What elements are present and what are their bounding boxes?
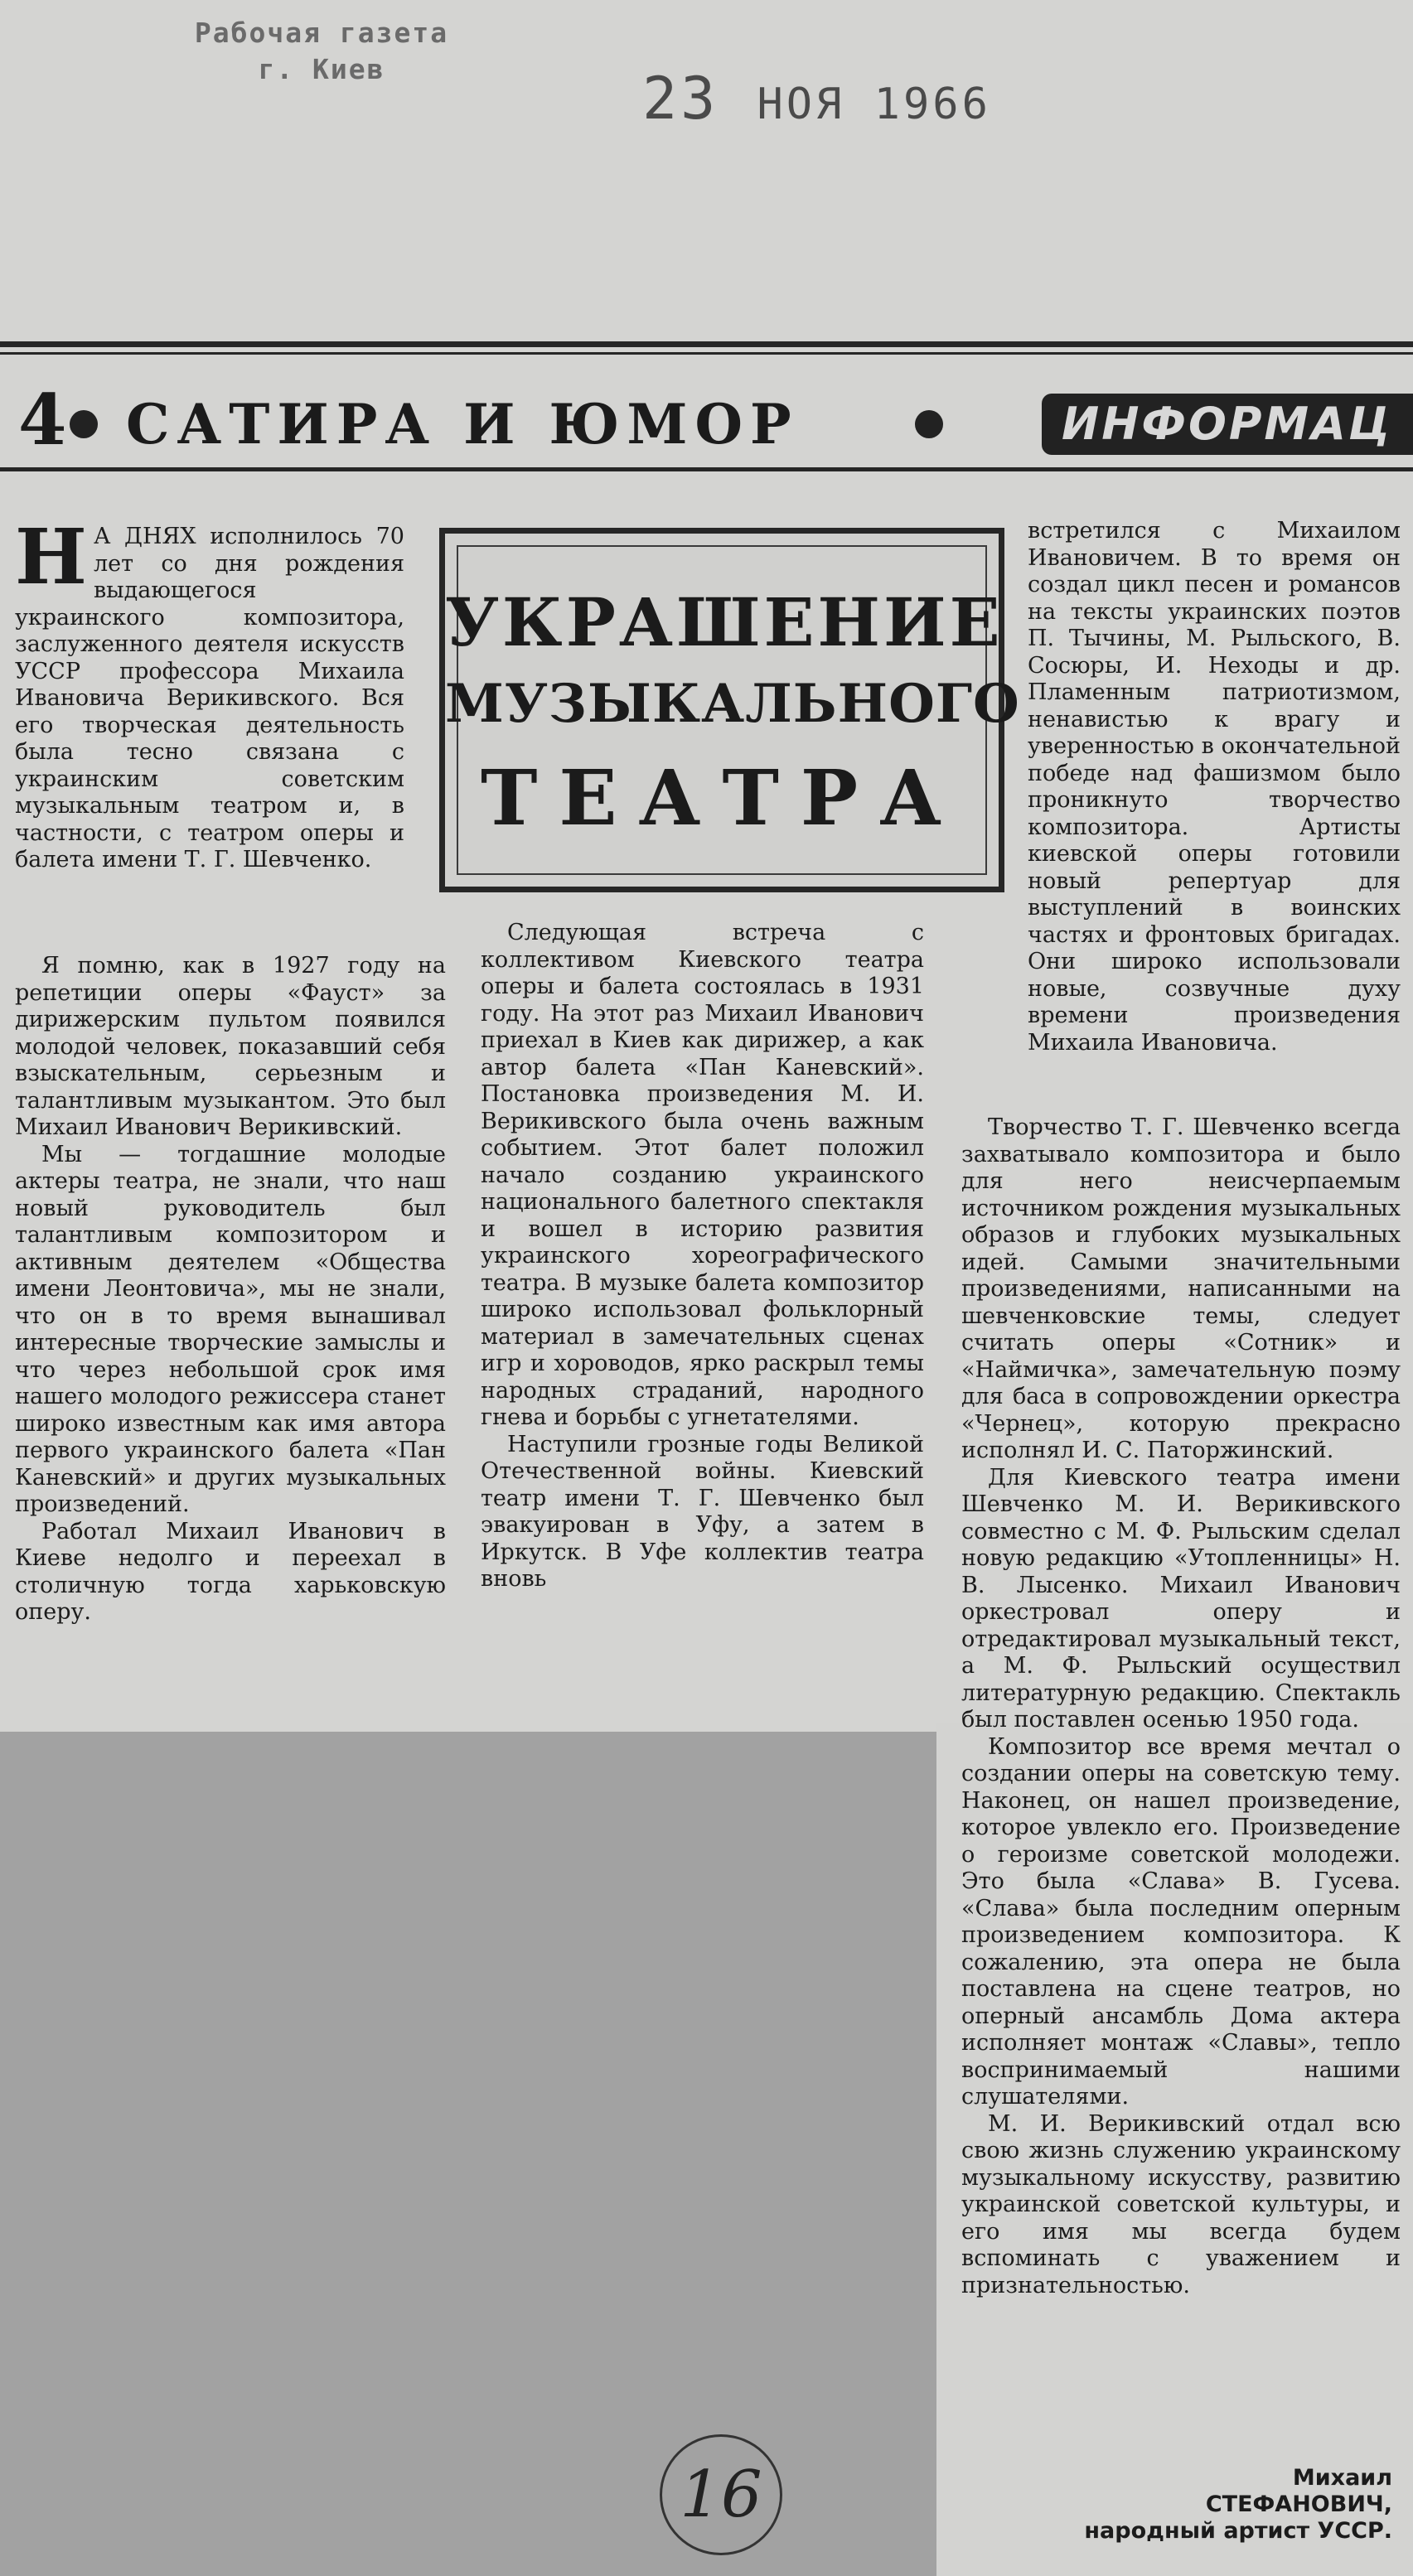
page-number: 4 <box>18 379 67 461</box>
paragraph: Творчество Т. Г. Шевченко всегда захватывало композитора и было для него неисчерпаемым источником рождения музыкальных образов и глубоких музыкальных идей. Самыми значительными произведениями, написанными на шевченковские темы, следует считать оперы «Сотник» и «Наймичка», замечательную поэму для баса в сопровождении оркестра «Чернец», которую прекрасно исполнял И. С. Паторжинский. <box>961 1114 1401 1463</box>
bullet-dot <box>915 410 943 438</box>
source-stamp-line1: Рабочая газета <box>194 17 449 49</box>
date-stamp <box>642 65 991 133</box>
paragraph: Я помню, как в 1927 году на репетиции оперы «Фауст» за дирижерским пультом появился молодой человек, показавший себя взыскательным, серьезным и талантливым музыкантом. Это был Михаил Иванович Верикивский. <box>15 953 446 1140</box>
headline-line1: УКРАШЕНИЕ <box>445 583 1004 661</box>
author-signature <box>994 2465 1392 2545</box>
signature-surname: СТЕФАНОВИЧ, <box>1205 2491 1392 2517</box>
paragraph: встретился с Михаилом Ивановичем. В то время он создал цикл песен и романсов на тексты украинских поэтов П. Тычины, М. Рыльского, В. Сосюры, И. Неходы и др. Пламенным патриотизмом, ненавистью к врагу и уверенностью в окончательной победе над фашизмом было проникнуто творчество композитора. Артисты киевской оперы готовили новый репертуар для выступлений в воинских частях и фронтовых бригадах. Они широко использовали новые, созвучные духу времени произведения Михаила Ивановича. <box>1028 518 1401 1056</box>
header-rule-bottom <box>0 467 1413 471</box>
paragraph <box>15 512 404 874</box>
header-rule-thin <box>0 352 1413 355</box>
paragraph: Наступили грозные годы Великой Отечественной войны. Киевский театр имени Т. Г. Шевченко был эвакуирован в Уфу, а затем в Иркутск. В Уфе коллектив театра вновь <box>481 1431 924 1592</box>
page-header <box>18 377 1411 468</box>
paragraph: Следующая встреча с коллективом Киевского театра оперы и балета состоялась в 1931 году. На этот раз Михаил Иванович приехал в Киев как дирижер, а как автор балета «Пан Каневский». Постановка произведения М. И. Верикивского была очень важным событием. Этот балет положил начало созданию украинского национального балетного спектакля и вошел в историю развития украинского хореографического театра. В музыке балета композитор широко использовал фольклорный материал в замечательных сценах игр и хороводов, ярко раскрыл темы народных страданий, народного гнева и борьбы с угнетателями. <box>481 920 924 1430</box>
paragraph: Для Киевского театра имени Шевченко М. И. Верикивского совместно с М. Ф. Рыльским сделал новую редакцию «Утопленницы» Н. В. Лысенко. Михаил Иванович оркестровал оперу и отредактировал музыкальный текст, а М. Ф. Рыльский осуществил литературную редакцию. Спектакль был поставлен осенью 1950 года. <box>961 1464 1401 1733</box>
headline-box <box>439 528 1020 892</box>
signature-first-name: Михаил <box>1292 2465 1392 2491</box>
article-column-3 <box>1028 518 1401 1056</box>
article-column-1-lower <box>15 953 446 1626</box>
article-column-2 <box>481 920 924 1593</box>
header-rule-top <box>0 341 1413 347</box>
signature-title: народный артист УССР. <box>1084 2518 1392 2544</box>
mount-board <box>0 1732 936 2576</box>
drop-cap: Н <box>15 512 87 602</box>
date-month-year: НОЯ 1966 <box>757 80 991 129</box>
bullet-dot <box>70 410 98 438</box>
paragraph: Работал Михаил Иванович в Киеве недолго и переехал в столичную тогда харьковскую оперу. <box>15 1518 446 1625</box>
info-tab: ИНФОРМАЦ <box>1042 394 1413 455</box>
source-stamp <box>148 15 496 88</box>
headline-line2: МУЗЫКАЛЬНОГО <box>445 673 1020 735</box>
article-column-1 <box>15 512 404 874</box>
paragraph: Мы — тогдашние молодые актеры театра, не знали, что наш новый руководитель был талантливым композитором и активным деятелем «Общества имени Леонтовича», мы не знали, что он в то время вынашивал интересные творческие замыслы и что через небольшой срок имя нашего молодого режиссера станет широко известным как имя автора первого украинского балета «Пан Каневский» и других музыкальных произведений. <box>15 1141 446 1517</box>
article-column-3-lower <box>961 1114 1401 2299</box>
handwritten-page-number: 16 <box>660 2434 782 2555</box>
paragraph-text: А ДНЯХ исполнилось 70 лет со дня рождения выдающегося украинского композитора, заслуженного деятеля искусств УССР профессора Михаила Ивановича Верикивского. Вся его творческая деятельность была тесно связана с украинским советским музыкальным театром и, в частности, с театром оперы и балета имени Т. Г. Шевченко. <box>15 524 404 872</box>
paragraph: М. И. Верикивский отдал всю свою жизнь служению украинскому музыкальному искусству, развитию украинской советской культуры, и его имя мы всегда будем вспоминать с уважением и признательностью. <box>961 2110 1401 2298</box>
rubric-title: САТИРА И ЮМОР <box>126 392 799 457</box>
paragraph: Композитор все время мечтал о создании оперы на советскую тему. Наконец, он нашел произведение, которое увлекло его. Произведение о героизме советской молодежи. Это была «Слава» В. Гусева. «Слава» была последним оперным произведением композитора. К сожалению, эта опера не была поставлена на сцене театров, но оперный ансамбль Дома актера исполняет монтаж «Славы», тепло воспринимаемый нашими слушателями. <box>961 1733 1401 2110</box>
headline-line3: ТЕАТРА <box>480 753 964 843</box>
date-day: 23 <box>642 65 719 133</box>
source-stamp-line2: г. Киев <box>258 53 385 85</box>
